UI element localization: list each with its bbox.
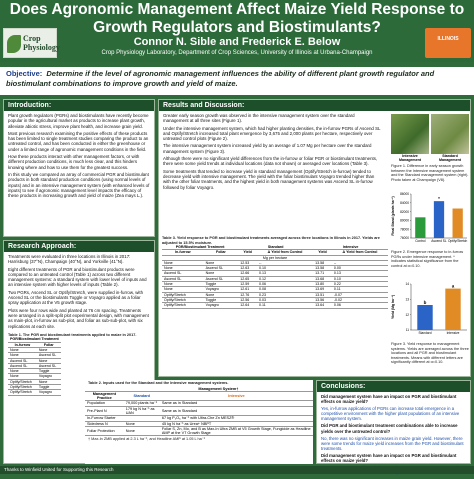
- objective-text: Determine if the level of agronomic management influences the ability of different plant growth regulator and biostimulant combinations to improve growth and yield of maize.: [6, 69, 435, 88]
- y-tick-label: 12: [405, 312, 409, 317]
- table3-cell: Toggle: [204, 297, 239, 302]
- table3-cell: 0.23: [257, 292, 313, 297]
- conclusion-answer: No, there was no significant increases in maize grain yield. However, there were some trends for maize yield increases from the PGR and biostimulant treatments.: [321, 435, 464, 451]
- table1-cell: Voyagro: [37, 374, 61, 379]
- table2-row: [85, 426, 313, 436]
- table1-caption: Table 1. The PGR and biostimulant treatments applied to maize in 2017.: [8, 332, 137, 337]
- approach-body: [4, 252, 154, 333]
- results-body: [159, 111, 385, 194]
- poster-header: [0, 0, 474, 62]
- footer-acknowledgement: Thanks to Winfield United for Supporting this Research: [0, 466, 474, 474]
- table3-cell: 0.08: [257, 287, 313, 292]
- introduction-panel: [3, 99, 155, 237]
- intro-paragraph: Plant growth regulators (PGRs) and biostimulants have recently become popular in the agricultural market as products to increase plant growth, alleviate abiotic stress, improve plant health, and increase grain yield.: [8, 113, 149, 129]
- table3-cell: 0.11: [257, 303, 313, 308]
- y-tick-label: 13: [405, 297, 409, 302]
- table3-group-header: PGR/Biostimulant Treatment: [162, 245, 238, 250]
- table1-row: [8, 390, 61, 395]
- table3-header: Yield: [313, 250, 332, 255]
- table3-cell: 0.00: [332, 266, 388, 271]
- table3-cell: 0.13: [257, 271, 313, 276]
- table3-cell: 0.10: [257, 266, 313, 271]
- table3-cell: None: [162, 287, 204, 292]
- approach-heading: Research Approach:: [4, 241, 154, 252]
- table2-footnote: † Max-In ZMB applied at 2.3 L ha⁻¹, and Headline AMP at 1.05 L ha⁻¹: [88, 437, 205, 442]
- results-paragraph: The intensive management system increased yield by an average of 1.07 Mg per hectare over the standard management system (Figure 3).: [163, 143, 372, 154]
- table3-row: [162, 303, 388, 308]
- table2-header: Standard: [124, 391, 160, 401]
- title-line-2: Growth Regulators and Biostimulants?: [93, 19, 381, 36]
- table3-cell: None: [162, 282, 204, 287]
- results-paragraph: Although there were no significant yield differences from the in-furrow or foliar PGR or biostimulant treatments, there were some yield trends at individual locations (data not shown) or averaged over locations (Table 3).: [163, 156, 378, 167]
- table3-cell: 12.61: [238, 287, 257, 292]
- table2-cell: None: [124, 421, 160, 426]
- bar-annotation: b: [423, 300, 427, 306]
- table1-cell: None: [37, 347, 61, 352]
- table3-cell: 13.51: [313, 292, 332, 297]
- table2: [85, 387, 313, 437]
- leaf-icon: [7, 35, 21, 53]
- table3-cell: None: [204, 292, 239, 297]
- table1-cell: Optify/Stretch: [8, 385, 37, 390]
- y-tick-label: 80000: [400, 218, 409, 223]
- table3-cell: Optify/Stretch: [162, 297, 204, 302]
- results-paragraph: Some treatments that tended to increase yield in standard management (Optify/Stretch in-furrow) tended to decrease yield with intensive management. The yield with the foliar biostimulant Voyagro trended higher than with the other foliar treatments, and the highest yield in both management systems was Ascend SL in-furrow followed by foliar Voyagro.: [163, 168, 375, 190]
- table3-cell: 0.03: [257, 297, 313, 302]
- table2-cell: 79,000 plants ha⁻¹: [124, 401, 160, 406]
- table3-group-header: Intensive: [313, 245, 388, 250]
- table1-cell: Voyagro: [37, 390, 61, 395]
- table3-cell: Voyagro: [204, 303, 239, 308]
- table1-header: Foliar: [37, 342, 61, 347]
- table3-cell: 12.56: [238, 297, 257, 302]
- figure3-caption: Figure 3. Yield response to management systems. Yields are averaged across the three locations and all PGR and biostimulant treatments. Means with different letters are significantly different at α=0.10.: [391, 342, 469, 364]
- introduction-heading: Introduction:: [4, 100, 154, 111]
- standard-field-photo: [431, 114, 469, 154]
- table3-header: Δ Yield from Control: [332, 250, 388, 255]
- table1-cell: Ascend SL: [8, 363, 37, 368]
- table3-cell: 13.69: [313, 287, 332, 292]
- table1-cell: None: [37, 379, 61, 384]
- figure1-label-intensive: Intensive Management: [399, 154, 421, 162]
- intro-paragraph: Most previous research examining the positive effects of these products has been limited to single treatment studies comparing the product to an untreated control, and has been conducted in either the greenhouse or under a limited range of agronomic management conditions in the field.: [8, 130, 149, 152]
- table2-cell: In-Furrow Starter: [85, 416, 124, 421]
- table3-cell: 13.64: [313, 303, 332, 308]
- table3-cell: None: [204, 260, 239, 265]
- bar: [415, 217, 425, 238]
- results-paragraph: Greater early season growth was observed in the intensive management system over the standard management at all three sites (Figure 1).: [163, 113, 355, 124]
- table3-cell: Voyagro: [204, 287, 239, 292]
- y-axis-label: Yield (Mg ha⁻¹): [391, 295, 395, 319]
- table3-cell: 12.66: [238, 271, 257, 276]
- table3-cell: 13.80: [313, 282, 332, 287]
- title-line-1: Does Agronomic Management Affect Maize Yield Response to: [9, 1, 465, 18]
- bar-annotation: a: [451, 283, 455, 289]
- table3-header: In-furrow: [162, 250, 204, 255]
- affiliation: Crop Physiology Laboratory, Department of Crop Sciences, University of Illinois at Urbana-Champaign: [101, 50, 373, 56]
- illinois-logo-text: ILLINOIS: [437, 36, 459, 42]
- table3-cell: 12.64: [238, 303, 257, 308]
- table2-header: Management Practice: [85, 391, 124, 401]
- table3-cell: Ascend SL: [162, 271, 204, 276]
- table2-cell: 179 kg N ha⁻¹ as UAN: [124, 406, 160, 416]
- table1-cell: None: [8, 353, 37, 358]
- results-heading: Results and Discussion:: [159, 100, 470, 111]
- table2-cell: Foliar S, Zn, Mo, and B as Max-In Ultra ZMB at V5 Growth Stage, Fungicide as Headline AMP at the VT Growth Stage: [160, 426, 313, 436]
- figure2-caption: Figure 2. Emergence response to in-furrow PGRs under intensive management. * indicates statistical significance from the control at α=0.10.: [391, 250, 464, 268]
- table3-cell: Toggle: [204, 282, 239, 287]
- table3-cell: -0.07: [332, 292, 388, 297]
- table3-cell: 13.56: [313, 297, 332, 302]
- table3-cell: 13.71: [313, 271, 332, 276]
- intensive-field-photo: [391, 114, 429, 154]
- table3-cell: 13.58: [313, 260, 332, 265]
- table3-cell: --: [332, 260, 388, 265]
- conclusions-panel: [316, 380, 471, 464]
- table1-header: PGR/Biostimulant Treatment: [10, 337, 59, 342]
- table3-cell: 12.76: [238, 292, 257, 297]
- table3-caption: Table 3. Yield response to PGR and biostimulant treatments averaged across three locations in Illinois in 2017. Yields are adjusted to 15.5% moisture.: [162, 236, 380, 245]
- y-tick-label: 82000: [400, 209, 409, 214]
- y-tick-label: 14: [405, 282, 409, 287]
- table1-cell: Optify/Stretch: [8, 379, 37, 384]
- x-tick-label: Intensive: [446, 331, 460, 335]
- table3-cell: Optify/Stretch: [162, 292, 204, 297]
- table3-cell: Ascend SL: [204, 266, 239, 271]
- table3-cell: Ascend SL: [204, 276, 239, 281]
- bar: [434, 201, 444, 238]
- table2-cell: Same as in Standard: [160, 401, 313, 406]
- table3-header: Δ Yield from Control: [257, 250, 313, 255]
- emergence-chart: [391, 188, 469, 248]
- table2-cell: Pre-Plant N: [85, 406, 124, 416]
- table3-cell: Optify/Stretch: [162, 303, 204, 308]
- y-tick-label: 78000: [400, 227, 409, 232]
- yield-chart: [391, 278, 469, 340]
- table3-group-header-row: [162, 245, 388, 250]
- figure1-caption: Figure 1. Difference in early season growth between the Intensive management system and the Standard management system (right). Photo taken at Champaign (V8).: [391, 164, 469, 182]
- table1-cell: Toggle: [37, 385, 61, 390]
- results-panel: [158, 99, 471, 377]
- table2-row: [85, 406, 313, 416]
- table3-cell: --: [257, 260, 313, 265]
- table2-panel: [85, 380, 313, 464]
- y-tick-label: 86000: [400, 192, 409, 197]
- objective-banner: [0, 67, 474, 95]
- table2-cell: Foliar Protection: [85, 426, 124, 436]
- table1-cell: None: [37, 358, 61, 363]
- table1: [8, 337, 61, 395]
- illinois-logo: [425, 28, 471, 58]
- table1-cell: Ascend SL: [37, 363, 61, 368]
- table3-header: Yield: [238, 250, 257, 255]
- table2-header-row: [85, 391, 313, 401]
- table3-wrapper: [162, 236, 388, 309]
- table1-header: In-furrow: [8, 342, 37, 347]
- table2-top-header: Management System†: [124, 387, 313, 392]
- table2-cell: None: [124, 426, 160, 436]
- table3-cell: 0.22: [332, 282, 388, 287]
- table2-cell: Sidedress N: [85, 421, 124, 426]
- authors: Connor N. Sible and Frederick E. Below: [133, 36, 341, 48]
- y-tick-label: 76000: [400, 236, 409, 241]
- y-axis-label: Final Stand (plants ha⁻¹): [391, 196, 395, 236]
- y-tick-label: 84000: [400, 201, 409, 205]
- table2-caption: Table 2. Inputs used for the Standard and the Intensive management systems.: [88, 381, 229, 385]
- table2-cell: Population: [85, 401, 124, 406]
- table3-cell: 0.12: [257, 276, 313, 281]
- introduction-body: [4, 111, 154, 202]
- table2-header: Intensive: [160, 391, 313, 401]
- approach-paragraph: Eight different treatments of PGR and biostimulant products were compared to an untreated control (Table 1) across two different management systems: a standard system with lower level of inputs and an intensive system with higher levels of inputs (Table 2).: [8, 266, 147, 288]
- table3-cell: None: [162, 260, 204, 265]
- intro-paragraph: In this study we compared an array of commercial PGR and biostimulant products in both standard production conditions (using normal levels of inputs) and in an intensive management system (with enhanced levels of inputs) to see if agronomic management level impacts the efficacy of these products in increasing growth and yield of maize (Zea mays L.).: [8, 171, 150, 199]
- table3-cell: 0.11: [332, 287, 388, 292]
- table1-cell: None: [8, 347, 37, 352]
- table2-cell: 45 kg N ha⁻¹ as Urea+ NBPT: [160, 421, 313, 426]
- bar: [445, 289, 460, 330]
- table3-cell: 13.58: [313, 266, 332, 271]
- conclusion-answer: Yes, in-furrow applications of PGRs can increase total emergence in a competitive environment with the higher plant populations of an intensive management system.: [321, 406, 460, 422]
- table3-cell: 0.13: [332, 271, 388, 276]
- objective-label: Objective:: [6, 69, 43, 78]
- table2-cell: Same as in Standard: [160, 406, 313, 416]
- x-tick-label: Optify/Stretch: [448, 239, 468, 243]
- table3-header: Foliar: [204, 250, 239, 255]
- intro-paragraph: How these products interact with other management factors, or with different production conditions, is much less clear, and this hinders knowing where and how to use them for the greatest success.: [8, 154, 140, 170]
- table3-cell: Ascend SL: [162, 276, 204, 281]
- bar-annotation: *: [438, 196, 440, 202]
- conclusion-question: Did management system have an impact on PGR and biostimulant effects on maize yield?: [321, 452, 457, 464]
- table1-cell: Ascend SL: [37, 353, 61, 358]
- table3-cell: 0.10: [332, 276, 388, 281]
- bar: [453, 209, 463, 238]
- table3-cell: None: [204, 271, 239, 276]
- table1-cell: None: [8, 369, 37, 374]
- bar: [417, 305, 432, 330]
- poster-title: [0, 0, 474, 36]
- approach-paragraph: Treatments were evaluated in three locations in Illinois in 2017: Harrisburg (37°N), Champaign (40°N), and Yorkville (41°N).: [8, 254, 131, 265]
- approach-paragraph: Plots were four rows wide and planted at 76 cm spacing. Treatments were arranged in a split-split plot experimental design, with management as main-plot, in-furrow as sub-plot, and foliar as sub-sub-plot, with six replications at each site.: [8, 307, 149, 329]
- table3-group-header: Standard: [238, 245, 313, 250]
- table3-cell: 12.65: [238, 276, 257, 281]
- logo-text-1: Crop: [23, 34, 41, 43]
- x-tick-label: Standard: [418, 331, 432, 335]
- table1-cell: Ascend SL: [8, 358, 37, 363]
- y-tick-label: 11: [405, 328, 409, 333]
- approach-paragraph: Two PGRs, Ascend SL or Optify/Stretch, were supplied in-furrow, with Ascend SL or the biostimulants Toggle or Voyagro applied as a foliar spray application at the V5 growth stage.: [8, 289, 144, 306]
- table3-cell: 12.59: [238, 282, 257, 287]
- table3-cell: 12.63: [238, 266, 257, 271]
- table3-cell: 0.06: [332, 303, 388, 308]
- x-tick-label: Control: [415, 239, 426, 243]
- table1-cell: None: [8, 374, 37, 379]
- figure1-label-standard: Standard Management: [439, 154, 461, 162]
- conclusion-question: Did management system have an impact on PGR and biostimulant effects on maize yield?: [321, 394, 457, 405]
- table3-units: Mg per hectare: [162, 255, 388, 260]
- logo-text-2: Physiology: [23, 43, 60, 52]
- results-paragraph: Under the intensive management system, which had higher planting densities, the in-furrow PGRs of Ascend SL and Optify/Stretch increased total plant emergence by 3,675 and 2,000 plants per hectare, respectively over untreated control plots (Figure 2).: [163, 125, 381, 142]
- table2-cell: 67 kg P₂O₅ ha⁻¹ with Ultra-Che Zn MESZ®: [160, 416, 313, 421]
- table1-cell: Toggle: [37, 369, 61, 374]
- table3-cell: -0.02: [332, 297, 388, 302]
- table1-cell: Optify/Stretch: [8, 390, 37, 395]
- table3-cell: 12.53: [238, 260, 257, 265]
- table3: [162, 245, 388, 309]
- table1-header-row: [8, 337, 61, 342]
- conclusion-question: Did PGR and biostimulant treatment combinations able to increase yields over the untreated control?: [321, 423, 458, 434]
- crop-physiology-logo: [3, 28, 60, 58]
- table3-cell: 13.68: [313, 276, 332, 281]
- table3-cell: None: [162, 266, 204, 271]
- table3-cell: 0.06: [257, 282, 313, 287]
- conclusions-heading: Conclusions:: [317, 381, 470, 392]
- x-tick-label: Ascend SL: [431, 239, 447, 243]
